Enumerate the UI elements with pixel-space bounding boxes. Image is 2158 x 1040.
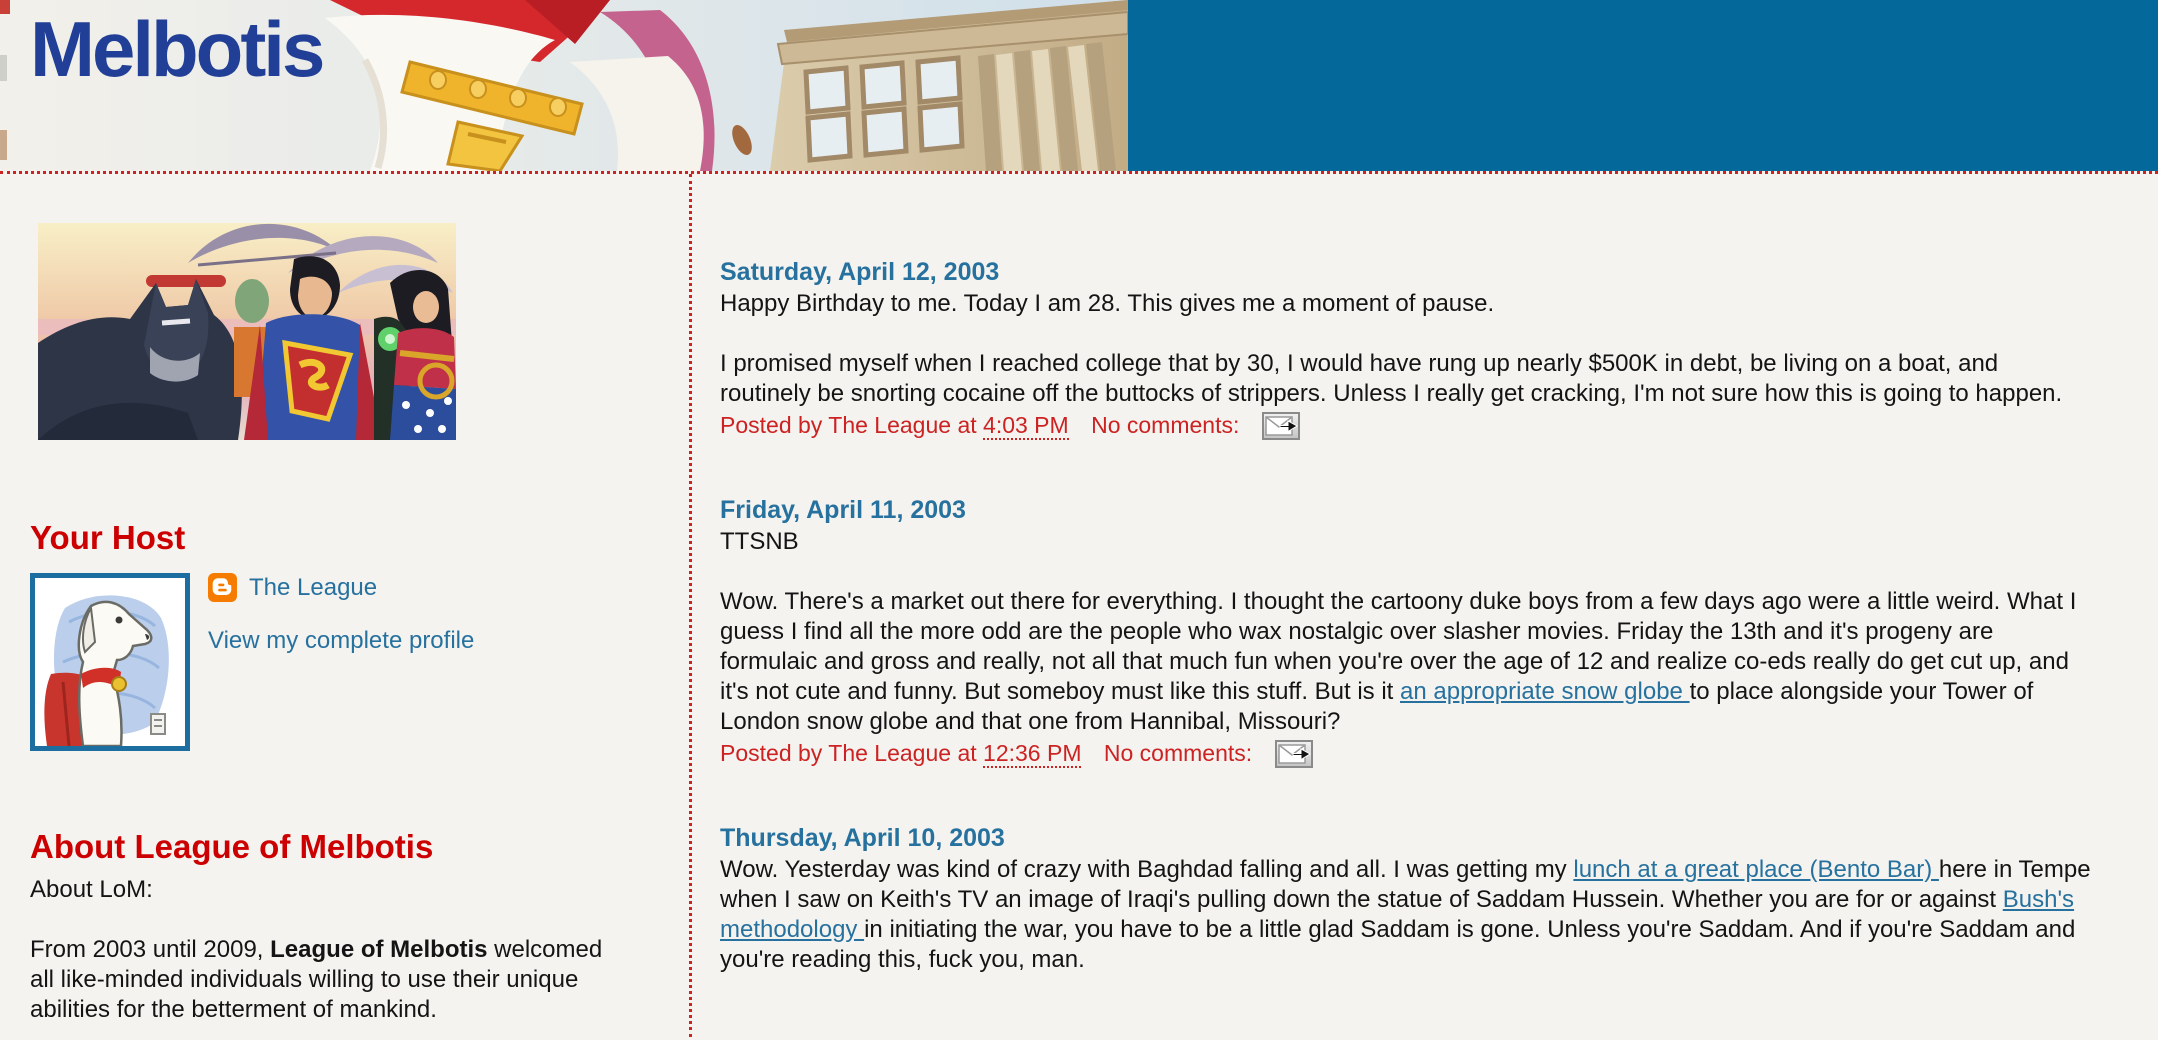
banner-artwork	[0, 0, 1128, 171]
post-date: Thursday, April 10, 2003	[720, 824, 1005, 852]
email-post-icon[interactable]	[1262, 412, 1300, 440]
site-title[interactable]: Melbotis	[30, 5, 323, 93]
blog-post	[720, 256, 2092, 440]
post-text: Wow. Yesterday was kind of crazy with Baghdad falling and all. I was getting my	[720, 856, 1574, 883]
profile-section	[30, 573, 649, 751]
posted-by-label: Posted by	[720, 740, 823, 766]
your-host-heading: Your Host	[30, 519, 186, 556]
post-footer	[720, 738, 2092, 768]
sidebar	[0, 174, 692, 1037]
email-post-icon[interactable]	[1275, 740, 1313, 768]
post-time-link[interactable]: 4:03 PM	[983, 412, 1069, 438]
about-text-bold: League of Melbotis	[270, 936, 488, 963]
about-text-2: welcomed all like-minded individuals willing to use their unique abilities for the betterment of mankind.	[30, 936, 603, 1023]
justice-league-image	[38, 223, 456, 440]
post-date: Saturday, April 12, 2003	[720, 258, 1000, 286]
post-body	[720, 527, 2092, 737]
post-body	[720, 289, 2092, 409]
profile-meta	[208, 573, 474, 751]
post-paragraph: TTSNB	[720, 528, 799, 555]
profile-photo[interactable]	[30, 573, 190, 751]
post-author: The League	[828, 740, 952, 766]
posts-column	[692, 174, 2158, 1037]
post-date: Friday, April 11, 2003	[720, 496, 966, 524]
post-paragraph	[720, 855, 2092, 975]
posted-by-label: Posted by	[720, 412, 823, 438]
bento-bar-link[interactable]: lunch at a great place (Bento Bar)	[1573, 856, 1939, 883]
at-label: at	[957, 412, 977, 438]
post-text: to place alongside your Tower of London snow globe and that one from Hannibal, Missouri?	[720, 678, 2034, 735]
about-label: About LoM:	[30, 876, 153, 903]
no-comments-link[interactable]: No comments:	[1091, 412, 1240, 438]
profile-name-link[interactable]: The League	[249, 573, 378, 601]
post-paragraph	[720, 587, 2092, 737]
post-text: in initiating the war, you have to be a little glad Saddam is gone. Unless you're Saddam. And if you're Saddam and you're reading this, fuck you, man.	[720, 916, 2076, 973]
blog-post	[720, 822, 2092, 975]
site-header	[0, 0, 2158, 171]
post-text: here in Tempe when I saw on Keith's TV an image of Iraqi's pulling down the statue of Saddam Hussein. Whether you are for or against	[720, 856, 2091, 913]
banner-solid-block	[1128, 0, 2158, 171]
about-text-1: From 2003 until 2009,	[30, 936, 271, 963]
about-paragraph	[30, 935, 622, 1025]
at-label: at	[957, 740, 977, 766]
post-paragraph: Happy Birthday to me. Today I am 28. This gives me a moment of pause.	[720, 290, 1495, 317]
no-comments-link[interactable]: No comments:	[1103, 740, 1253, 766]
post-text: Wow. There's a market out there for everything. I thought the cartoony duke boys from a few days ago were a little weird. What I guess I find all the more odd are the people who wax nostalgic over slasher movies. Friday the 13th and it's progeny are formulaic and gross and really, not all that much fun when you're over the age of 12 and realize co-eds really do get cut up, and it's not cute and funny. But someboy must like this stuff. But is it	[720, 588, 2077, 705]
view-profile-link[interactable]: View my complete profile	[208, 627, 475, 654]
blogger-icon[interactable]	[208, 573, 237, 602]
post-footer	[720, 410, 2092, 440]
about-heading: About League of Melbotis	[30, 828, 434, 865]
post-paragraph: I promised myself when I reached college that by 30, I would have rung up nearly $500K in debt, be living on a boat, and routinely be snorting cocaine off the buttocks of strippers. Unless I really get cracking, I'm not sure how this is going to happen.	[720, 350, 2063, 407]
bush-methodology-link[interactable]: Bush's methodology	[720, 886, 2075, 943]
post-time-link[interactable]: 12:36 PM	[983, 740, 1082, 766]
blog-post	[720, 494, 2092, 768]
post-body	[720, 855, 2092, 975]
content-area	[0, 171, 2158, 1037]
snow-globe-link[interactable]: an appropriate snow globe	[1400, 678, 1690, 705]
post-author: The League	[828, 412, 952, 438]
